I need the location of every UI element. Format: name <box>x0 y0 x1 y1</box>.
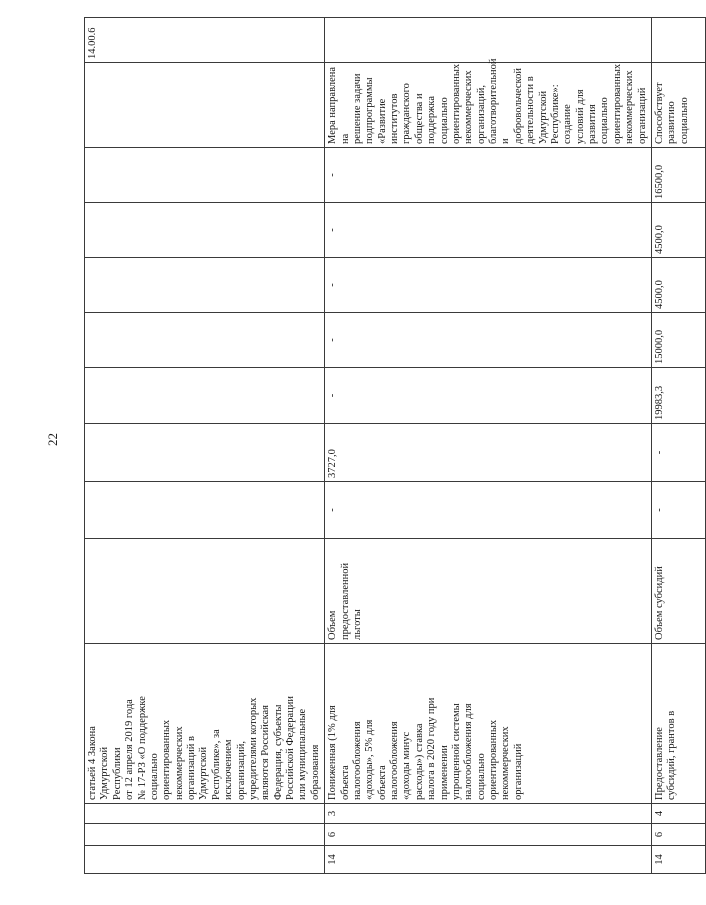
cell-value-1: - <box>325 482 652 539</box>
cell-col1 <box>85 846 325 874</box>
cell-col3: 4 <box>651 804 705 824</box>
cell-value-6: - <box>325 203 652 258</box>
cell-value-7 <box>85 148 325 203</box>
cell-code <box>651 18 705 63</box>
cell-measure-name: Пониженная (1% для объекта налогообложения «доходы», 5% для объекта налогообложения «доходы минус расходы») ставка налога в 2020 году при применении упрощенной системы налогообложения для социально ориентированных некоммерческих организаций <box>325 644 652 804</box>
cell-value-6: 4500,0 <box>651 203 705 258</box>
cell-code <box>325 18 652 63</box>
table-row-4 <box>651 18 705 874</box>
cell-value-6 <box>85 203 325 258</box>
cell-note: Способствует развитию социально <box>651 63 705 148</box>
cell-value-2 <box>85 424 325 482</box>
cell-indicator <box>85 539 325 644</box>
measures-table <box>84 17 706 874</box>
cell-col1: 14 <box>325 846 652 874</box>
cell-col2 <box>85 824 325 846</box>
cell-value-7: 16500,0 <box>651 148 705 203</box>
cell-value-5: 4500,0 <box>651 258 705 313</box>
cell-col3: 3 <box>325 804 652 824</box>
cell-value-4: - <box>325 313 652 368</box>
cell-col1: 14 <box>651 846 705 874</box>
cell-value-3 <box>85 368 325 424</box>
cell-value-2: - <box>651 424 705 482</box>
cell-value-2: 3727,0 <box>325 424 652 482</box>
cell-value-4 <box>85 313 325 368</box>
cell-code: 14.00.6 <box>85 18 325 63</box>
cell-measure-name: Предоставление субсидий, грантов в <box>651 644 705 804</box>
cell-value-3: - <box>325 368 652 424</box>
cell-note <box>85 63 325 148</box>
page-number: 22 <box>45 433 60 446</box>
cell-col2: 6 <box>651 824 705 846</box>
cell-measure-name: статьей 4 Закона Удмуртской Республики от 12 апреля 2019 года № 17-РЗ «О поддержке социально ориентированных некоммерческих организаций в Удмуртской Республике», за исключением организаций, учредителями которых являются Российская Федерация, субъекты Российской Федерации или муниципальные образования <box>85 644 325 804</box>
cell-col3 <box>85 804 325 824</box>
cell-value-3: 19983,3 <box>651 368 705 424</box>
cell-value-5 <box>85 258 325 313</box>
table-row-continuation <box>85 18 325 874</box>
cell-col2: 6 <box>325 824 652 846</box>
rotated-table-frame <box>84 18 690 874</box>
table-row-3 <box>325 18 652 874</box>
rotated-table-container <box>84 18 690 874</box>
cell-indicator: Объем субсидий <box>651 539 705 644</box>
cell-value-7: - <box>325 148 652 203</box>
cell-value-1 <box>85 482 325 539</box>
cell-value-4: 15000,0 <box>651 313 705 368</box>
cell-indicator: Объем предоставленной льготы <box>325 539 652 644</box>
cell-value-5: - <box>325 258 652 313</box>
cell-value-1: - <box>651 482 705 539</box>
cell-note: Мера направлена на решение задачи подпрограммы «Развитие институтов гражданского общества и поддержка социально ориентированных некоммерческих организаций, благотворительной и добровольческой деятельности в Удмуртской Республике»: создание условий для развития социально ориентированных некоммерческих организаций <box>325 63 652 148</box>
